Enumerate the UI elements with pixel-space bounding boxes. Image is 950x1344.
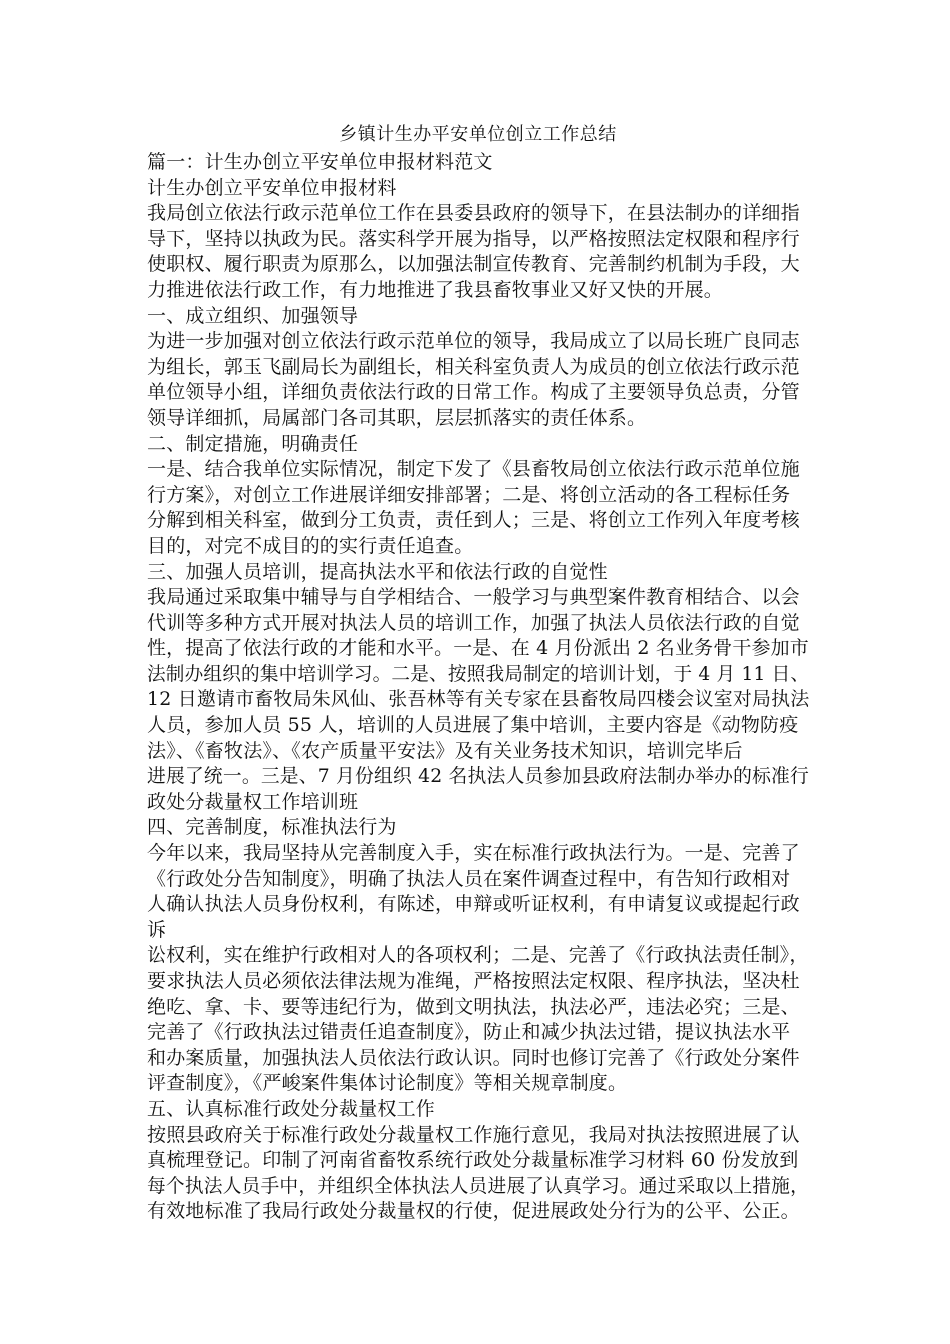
- text-line: 政处分裁量权工作培训班: [147, 790, 359, 813]
- text-line: 导下，坚持以执政为民。落实科学开展为指导，以严格按照法定权限和程序行: [147, 227, 800, 250]
- text-line: 法》、《畜牧法》、《农产质量平安法》及有关业务技术知识，培训完毕后: [147, 739, 743, 762]
- text-line: 力推进依法行政工作，有力地推进了我县畜牧事业又好又快的开展。: [147, 278, 724, 301]
- text-line: 今年以来，我局坚持从完善制度入手，实在标准行政执法行为。一是、完善了: [147, 842, 800, 865]
- text-line: 《行政处分告知制度》，明确了执法人员在案件调查过程中，有告知行政相对: [147, 867, 791, 890]
- text-line: 三、加强人员培训，提高执法水平和依法行政的自觉性: [147, 560, 608, 583]
- text-line: 法制办组织的集中培训学习。二是、按照我局制定的培训计划，于 4 月 11 日、: [147, 662, 810, 685]
- document-page: [147, 122, 809, 1225]
- text-line: 完善了《行政执法过错责任追查制度》，防止和减少执法过错，提议执法水平: [147, 1021, 791, 1044]
- text-line: 分解到相关科室，做到分工负责，责任到人；三是、将创立工作列入年度考核: [147, 509, 800, 532]
- text-line: 二、制定措施，明确责任: [147, 432, 359, 455]
- text-line: 按照县政府关于标准行政处分裁量权工作施行意见，我局对执法按照进展了认: [147, 1123, 800, 1146]
- text-line: 进展了统一。三是、7 月份组织 42 名执法人员参加县政府法制办举办的标准行: [147, 765, 809, 788]
- text-line: 讼权利，实在维护行政相对人的各项权利；二是、完善了《行政执法责任制》，: [147, 944, 809, 967]
- text-line: 12 日邀请市畜牧局朱风仙、张吾林等有关专家在县畜牧局四楼会议室对局执法: [147, 688, 810, 711]
- text-line: 诉: [147, 918, 167, 941]
- text-line: 一是、结合我单位实际情况，制定下发了《县畜牧局创立依法行政示范单位施: [147, 458, 800, 481]
- text-line: 篇一：计生办创立平安单位申报材料范文: [147, 151, 493, 173]
- text-line: 有效地标准了我局行政处分裁量权的行使，促进展政处分行为的公平、公正。: [147, 1200, 800, 1223]
- text-line: 四、完善制度，标准执法行为: [147, 816, 397, 839]
- text-line: 一、成立组织、加强领导: [147, 304, 359, 327]
- text-line: 评查制度》，《严峻案件集体讨论制度》等相关规章制度。: [147, 1072, 628, 1095]
- text-line: 计生办创立平安单位申报材料: [147, 176, 397, 199]
- text-line: 单位领导小组，详细负责依法行政的日常工作。构成了主要领导负总责，分管: [147, 381, 800, 404]
- text-line: 领导详细抓，局属部门各司其职，层层抓落实的责任体系。: [147, 406, 647, 429]
- document-body: [147, 150, 809, 1225]
- text-line: 为进一步加强对创立依法行政示范单位的领导，我局成立了以局长班广良同志: [147, 330, 800, 353]
- text-line: 使职权、履行职责为原那么，以加强法制宣传教育、完善制约机制为手段，大: [147, 253, 800, 276]
- text-line: 我局创立依法行政示范单位工作在县委县政府的领导下，在县法制办的详细指: [147, 202, 800, 225]
- document-title: 乡镇计生办平安单位创立工作总结: [339, 124, 617, 145]
- text-line: 人员，参加人员 55 人，培训的人员进展了集中培训，主要内容是《动物防疫: [147, 714, 799, 737]
- text-line: 行方案》，对创立工作进展详细安排部署；二是、将创立活动的各工程标任务: [147, 483, 791, 506]
- text-line: 和办案质量，加强执法人员依法行政认识。同时也修订完善了《行政处分案件: [147, 1046, 800, 1069]
- text-line: 绝吃、拿、卡、要等违纪行为，做到文明执法，执法必严，违法必究；三是、: [147, 995, 800, 1018]
- text-line: 为组长，郭玉飞副局长为副组长，相关科室负责人为成员的创立依法行政示范: [147, 355, 800, 378]
- text-line: 代训等多种方式开展对执法人员的培训工作，加强了执法人员依法行政的自觉: [147, 611, 800, 634]
- text-line: 人确认执法人员身份权利，有陈述，申辩或听证权利，有申请复议或提起行政: [147, 893, 800, 916]
- text-line: 每个执法人员手中，并组织全体执法人员进展了认真学习。通过采取以上措施，: [147, 1174, 810, 1197]
- text-line: 目的，对完不成目的的实行责任追查。: [147, 534, 474, 557]
- text-line: 要求执法人员必须依法律法规为准绳，严格按照法定权限、程序执法，坚决杜: [147, 970, 800, 992]
- text-line: 性，提高了依法行政的才能和水平。一是、在 4 月份派出 2 名业务骨干参加市: [147, 637, 809, 660]
- text-line: 真梳理登记。印制了河南省畜牧系统行政处分裁量标准学习材料 60 份发放到: [147, 1149, 799, 1172]
- text-line: 五、认真标准行政处分裁量权工作: [147, 1097, 436, 1120]
- text-line: 我局通过采取集中辅导与自学相结合、一般学习与典型案件教育相结合、以会: [147, 586, 800, 609]
